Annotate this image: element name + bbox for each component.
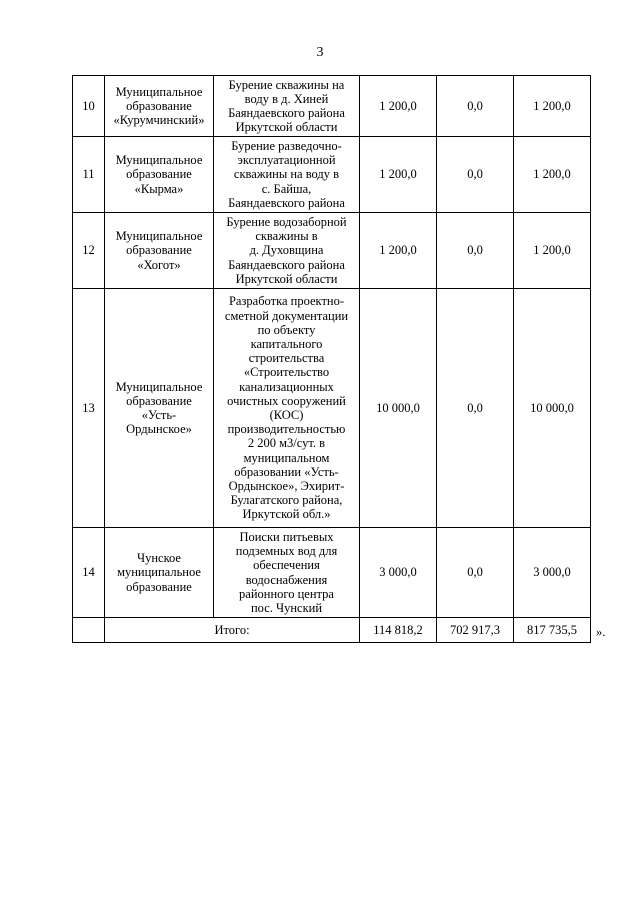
- table-row: [73, 137, 591, 213]
- text-line: Разработка проектно-: [228, 294, 345, 309]
- text-line: Баяндаевского района: [228, 257, 345, 272]
- project-cell: [214, 76, 360, 137]
- text-line: пос. Чунский: [250, 600, 323, 615]
- text-line: Бурение разведочно-: [231, 138, 342, 153]
- text-line: сметной документации: [224, 308, 349, 323]
- text-line: районного центра: [239, 586, 334, 601]
- closing-quote: ».: [596, 625, 606, 639]
- text-line: канализационных: [239, 379, 334, 394]
- total-row: [73, 618, 591, 643]
- text-line: «Усть-: [141, 408, 177, 422]
- text-line: Ордынское»: [126, 422, 192, 437]
- text-line: Баяндаевского района: [228, 106, 345, 120]
- text-line: производительностью: [227, 422, 346, 437]
- amount-cell: 1 200,0: [360, 76, 437, 137]
- text-line: скважины в: [255, 229, 318, 244]
- text-line: обеспечения: [253, 558, 320, 573]
- text-line: Чунское: [136, 551, 181, 566]
- text-line: муниципальном: [243, 450, 330, 465]
- text-line: водоснабжения: [245, 572, 328, 587]
- text-line: Иркутской области: [235, 271, 338, 286]
- text-line: Иркутской области: [235, 120, 338, 135]
- text-line: строительства: [248, 351, 325, 366]
- page-number: 3: [316, 45, 324, 60]
- municipality-cell: [105, 137, 214, 213]
- text-line: Бурение скважины на: [228, 77, 345, 92]
- amount-cell: 1 200,0: [514, 137, 591, 213]
- project-cell: [214, 289, 360, 528]
- table-row: [73, 76, 591, 137]
- row-number: 13: [73, 289, 105, 528]
- budget-table: [72, 75, 591, 643]
- text-line: Муниципальное: [115, 229, 203, 244]
- text-line: «Кырма»: [134, 181, 184, 196]
- row-number: 12: [73, 213, 105, 289]
- text-line: Поиски питьевых: [239, 529, 334, 544]
- table-body: [73, 76, 591, 643]
- text-line: по объекту: [257, 322, 316, 337]
- text-line: эксплуатационной: [237, 153, 336, 168]
- text-line: образование: [126, 393, 192, 408]
- amount-cell: 10 000,0: [360, 289, 437, 528]
- text-line: д. Духовщина: [249, 243, 324, 258]
- municipality-cell: [105, 528, 214, 618]
- text-line: «Курумчинский»: [113, 113, 205, 128]
- text-line: капитального: [250, 336, 323, 351]
- municipality-cell: [105, 76, 214, 137]
- amount-cell: 10 000,0: [514, 289, 591, 528]
- project-cell: [214, 528, 360, 618]
- text-line: образование: [126, 167, 192, 182]
- text-line: Иркутской обл.»: [242, 507, 331, 522]
- text-line: Муниципальное: [115, 153, 203, 168]
- amount-cell: 0,0: [437, 289, 514, 528]
- amount-cell: 1 200,0: [514, 76, 591, 137]
- text-line: муниципальное: [117, 565, 201, 580]
- text-line: (КОС): [269, 408, 304, 422]
- amount-cell: 0,0: [437, 76, 514, 137]
- row-number: 14: [73, 528, 105, 618]
- text-line: подземных вод для: [235, 544, 338, 559]
- text-line: образование: [126, 98, 192, 113]
- text-line: воду в д. Хиней: [244, 91, 329, 106]
- empty-cell: [73, 618, 105, 643]
- amount-cell: 0,0: [437, 528, 514, 618]
- total-label: Итого:: [105, 618, 360, 643]
- text-line: образовании «Усть-: [234, 464, 339, 479]
- municipality-cell: [105, 289, 214, 528]
- project-cell: [214, 213, 360, 289]
- text-line: 2 200 м3/сут. в: [247, 436, 326, 451]
- text-line: «Строительство: [243, 365, 330, 380]
- text-line: Бурение водозаборной: [226, 214, 347, 229]
- amount-cell: 3 000,0: [360, 528, 437, 618]
- total-amount: 702 917,3: [437, 618, 514, 643]
- table-row: [73, 289, 591, 528]
- text-line: Муниципальное: [115, 379, 203, 394]
- text-line: скважины на воду в: [233, 167, 340, 182]
- text-line: Булагатского района,: [230, 493, 343, 508]
- table-row: [73, 528, 591, 618]
- text-line: «Хогот»: [137, 257, 181, 272]
- text-line: Ордынское», Эхирит-: [228, 479, 345, 494]
- amount-cell: 1 200,0: [360, 213, 437, 289]
- amount-cell: 1 200,0: [360, 137, 437, 213]
- amount-cell: 0,0: [437, 213, 514, 289]
- total-amount: 114 818,2: [360, 618, 437, 643]
- text-line: образование: [126, 579, 192, 594]
- total-amount: 817 735,5: [514, 618, 591, 643]
- project-cell: [214, 137, 360, 213]
- row-number: 11: [73, 137, 105, 213]
- text-line: Баяндаевского района: [228, 195, 345, 210]
- text-line: с. Байша,: [261, 181, 312, 196]
- amount-cell: 3 000,0: [514, 528, 591, 618]
- table-row: [73, 213, 591, 289]
- municipality-cell: [105, 213, 214, 289]
- text-line: Муниципальное: [115, 84, 203, 99]
- row-number: 10: [73, 76, 105, 137]
- text-line: образование: [126, 243, 192, 258]
- text-line: очистных сооружений: [227, 393, 346, 408]
- amount-cell: 0,0: [437, 137, 514, 213]
- amount-cell: 1 200,0: [514, 213, 591, 289]
